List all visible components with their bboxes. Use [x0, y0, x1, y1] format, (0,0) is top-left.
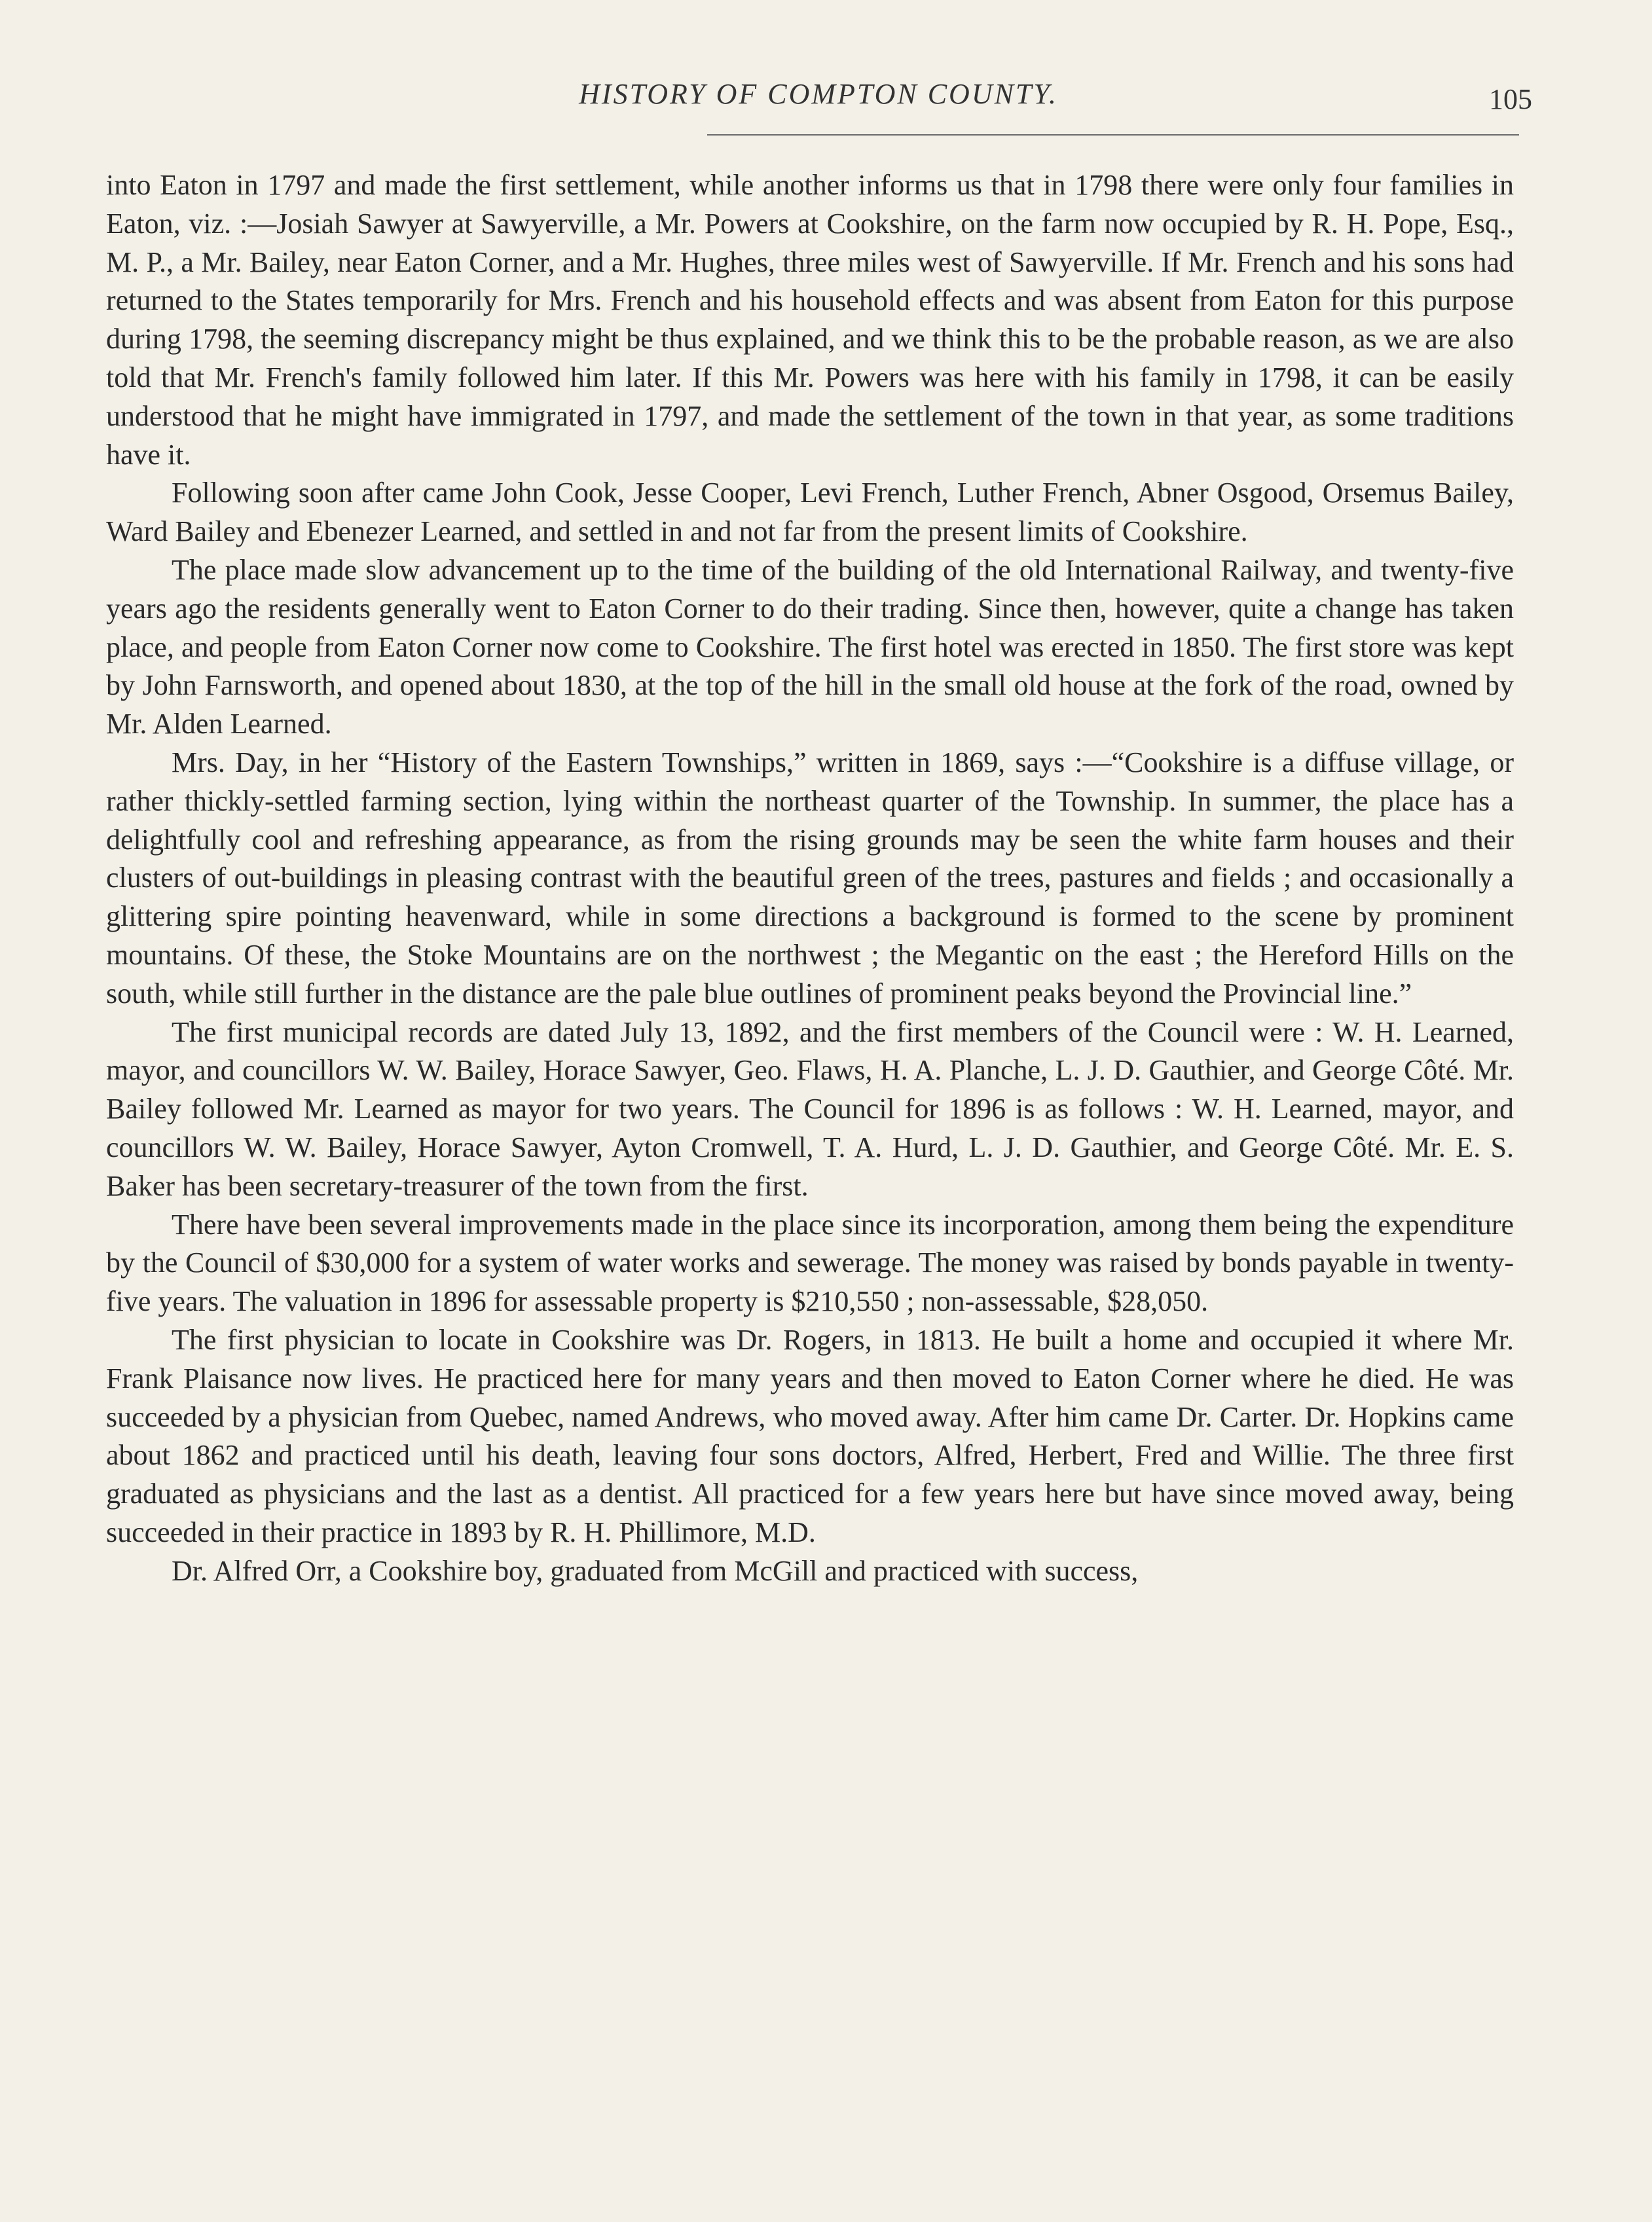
paragraph-5: The first municipal records are dated July 13, 1892, and the first members of the Council were : W. H. Learned, mayor, and councillors W. W. Bailey, Horace Sawyer, Geo. Flaws, H. A. Planche, L. J. D. Gauthier, and George Côté. Mr. Bailey followed Mr. Learned as mayor for two years. The Council for 1896 is as follows : W. H. Learned, mayor, and councillors W. W. Bailey, Horace Sawyer, Ayton Cromwell, T. A. Hurd, L. J. D. Gauthier, and George Côté. Mr. E. S. Baker has been secretary-treasurer of the town from the first. [106, 1015, 1514, 1202]
page-number: 105 [1489, 83, 1532, 115]
body-text [106, 166, 1514, 1590]
paragraph-2: Following soon after came John Cook, Jesse Cooper, Levi French, Luther French, Abner Osgood, Orsemus Bailey, Ward Bailey and Ebenezer Learned, and settled in and not far from the present limits of Cookshire. [106, 477, 1514, 548]
header-rule [707, 134, 1519, 136]
paragraph-1: into Eaton in 1797 and made the first settlement, while another informs us that in 1798 there were only four families in Eaton, viz. :—Josiah Sawyer at Sawyerville, a Mr. Powers at Cookshire, on the farm now occupied by R. H. Pope, Esq., M. P., a Mr. Bailey, near Eaton Corner, and a Mr. Hughes, three miles west of Sawyerville. If Mr. French and his sons had returned to the States temporarily for Mrs. French and his household effects and was absent from Eaton for this purpose during 1798, the seeming discrepancy might be thus explained, and we think this to be the probable reason, as we are also told that Mr. French's family followed him later. If this Mr. Powers was here with his family in 1798, it can be easily understood that he might have immigrated in 1797, and made the settlement of the town in that year, as some traditions have it. [106, 169, 1514, 471]
paragraph-8: Dr. Alfred Orr, a Cookshire boy, graduated from McGill and practiced with success, [172, 1554, 1139, 1587]
paragraph-7: The first physician to locate in Cookshire was Dr. Rogers, in 1813. He built a home and occupied it where Mr. Frank Plaisance now lives. He practiced here for many years and then moved to Eaton Corner where he died. He was succeeded by a physician from Quebec, named Andrews, who moved away. After him came Dr. Carter. Dr. Hopkins came about 1862 and practiced until his death, leaving four sons doctors, Alfred, Herbert, Fred and Willie. The three first graduated as physicians and the last as a dentist. All practiced for a few years here but have since moved away, being succeeded in their practice in 1893 by R. H. Phillimore, M.D. [106, 1323, 1514, 1548]
running-head-title: HISTORY OF COMPTON COUNTY. [579, 78, 1058, 110]
paragraph-4: Mrs. Day, in her “History of the Eastern Townships,” written in 1869, says :—“Cookshire is a diffuse village, or rather thickly-settled farming section, lying within the northeast quarter of the Township. In summer, the place has a delightfully cool and refreshing appearance, as from the rising grounds may be seen the white farm houses and their clusters of out-buildings in pleasing contrast with the beautiful green of the trees, pastures and fields ; and occasionally a glittering spire pointing heavenward, while in some directions a background is formed to the scene by prominent mountains. Of these, the Stoke Mountains are on the northwest ; the Megantic on the east ; the Hereford Hills on the south, while still further in the distance are the pale blue outlines of prominent peaks beyond the Provincial line.” [106, 746, 1514, 1010]
paragraph-3: The place made slow advancement up to the time of the building of the old International Railway, and twenty-five years ago the residents generally went to Eaton Corner to do their trading. Since then, however, quite a change has taken place, and people from Eaton Corner now come to Cookshire. The first hotel was erected in 1850. The first store was kept by John Farnsworth, and opened about 1830, at the top of the hill in the small old house at the fork of the road, owned by Mr. Alden Learned. [106, 553, 1514, 740]
paragraph-6: There have been several improvements made in the place since its incorporation, among them being the expenditure by the Council of $30,000 for a system of water works and sewerage. The money was raised by bonds payable in twenty-five years. The valuation in 1896 for assessable property is $210,550 ; non-assessable, $28,050. [106, 1208, 1514, 1318]
